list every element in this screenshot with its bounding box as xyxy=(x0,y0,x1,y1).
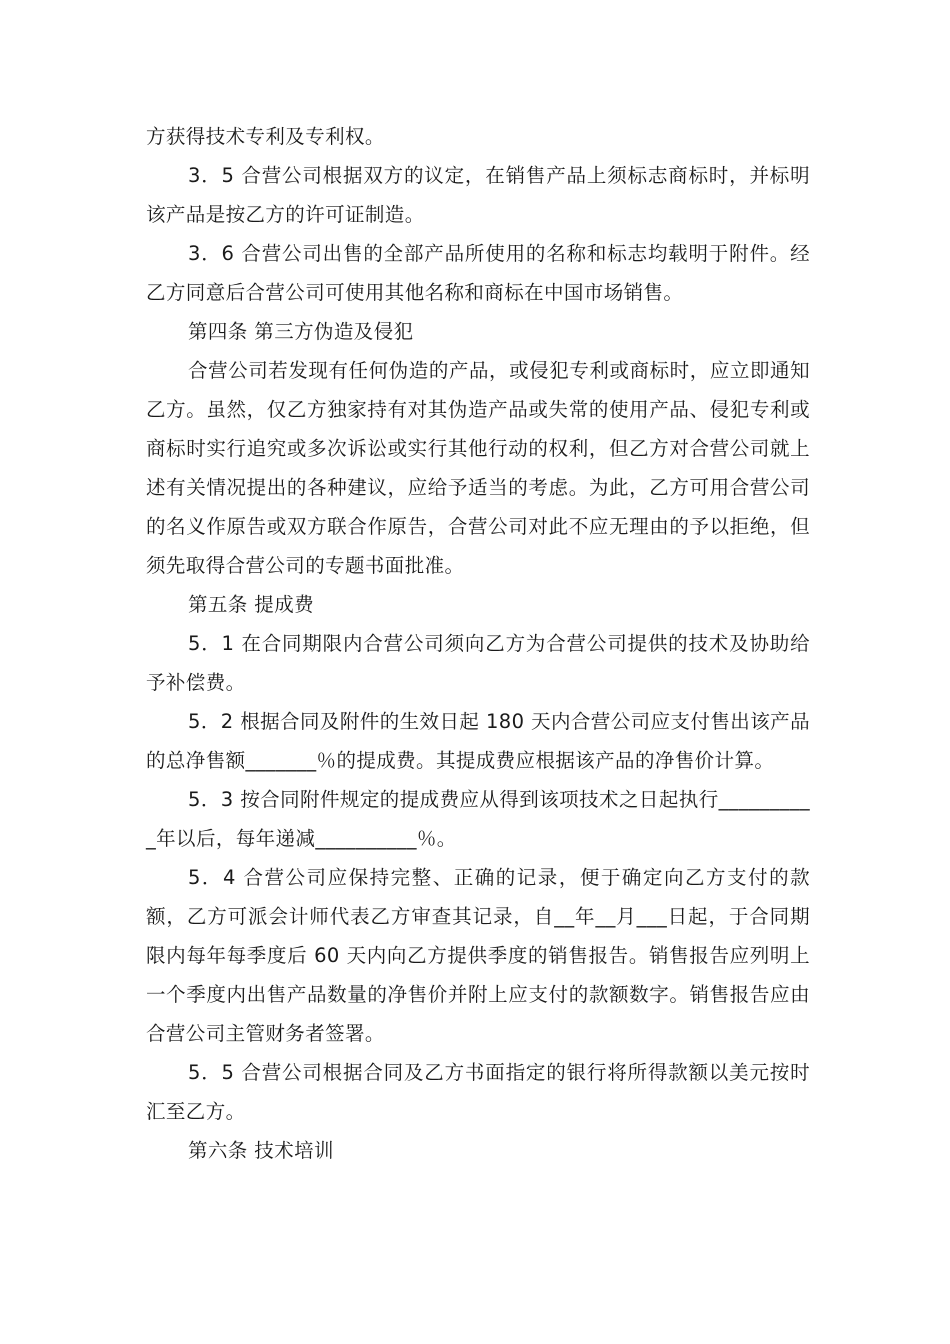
clause-5-1: 5．1 在合同期限内合营公司须向乙方为合营公司提供的技术及协助给予补偿费。 xyxy=(146,632,810,694)
document-body xyxy=(146,117,810,1170)
article-4-body: 合营公司若发现有任何伪造的产品，或侵犯专利或商标时，应立即通知乙方。虽然，仅乙方独家持有对其伪造产品或失常的使用产品、侵犯专利或商标时实行追究或多次诉讼或实行其他行动的权利，但乙方对合营公司就上述有关情况提出的各种建议，应给予适当的考虑。为此，乙方可用合营公司的名义作原告或双方联合作原告，合营公司对此不应无理由的予以拒绝，但须先取得合营公司的专题书面批准。 xyxy=(146,359,810,577)
article-4-heading: 第四条 第三方伪造及侵犯 xyxy=(188,320,414,343)
clause-5-3: 5．3 按合同附件规定的提成费应从得到该项技术之日起执行__________年以后，每年递减__________％。 xyxy=(146,788,810,850)
clause-5-4: 5．4 合营公司应保持完整、正确的记录，便于确定向乙方支付的款额，乙方可派会计师代表乙方审查其记录，自__年__月___日起，于合同期限内每年每季度后 60 天内向乙方提供季度的销售报告。销售报告应列明上一个季度内出售产品数量的净售价并附上应支付的款额数字。销售报告应由合营公司主管财务者签署。 xyxy=(146,866,810,1045)
clause-3-5: 3．5 合营公司根据双方的议定，在销售产品上须标志商标时，并标明该产品是按乙方的许可证制造。 xyxy=(146,164,810,226)
clause-5-2: 5．2 根据合同及附件的生效日起 180 天内合营公司应支付售出该产品的总净售额_______％的提成费。其提成费应根据该产品的净售价计算。 xyxy=(146,710,810,772)
clause-3-6: 3．6 合营公司出售的全部产品所使用的名称和标志均载明于附件。经乙方同意后合营公司可使用其他名称和商标在中国市场销售。 xyxy=(146,242,810,304)
paragraph-patent-rights: 方获得技术专利及专利权。 xyxy=(146,125,385,148)
clause-5-5: 5．5 合营公司根据合同及乙方书面指定的银行将所得款额以美元按时汇至乙方。 xyxy=(146,1061,810,1123)
article-6-heading: 第六条 技术培训 xyxy=(188,1139,334,1162)
article-5-heading: 第五条 提成费 xyxy=(188,593,314,616)
